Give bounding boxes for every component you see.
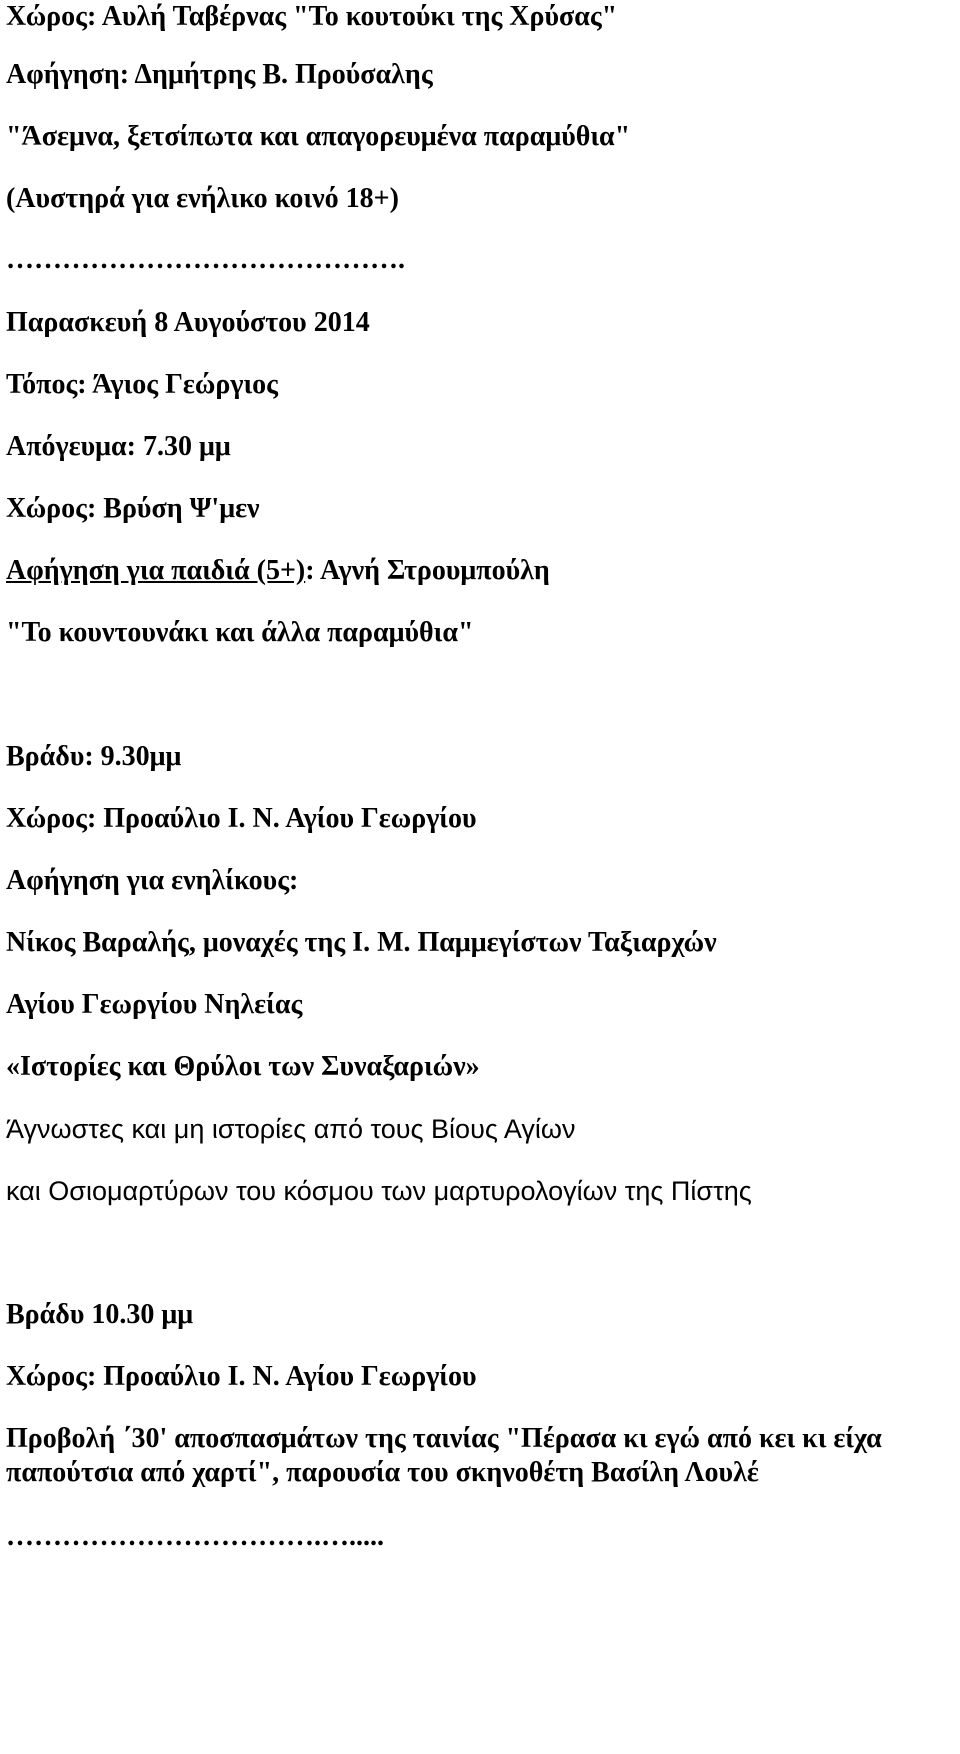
event-date: Παρασκευή 8 Αυγούστου 2014 <box>6 307 370 338</box>
narrators-line: Νίκος Βαραλής, μοναχές της Ι. Μ. Παμμεγίστων Ταξιαρχών <box>6 927 717 958</box>
kids-narration-line <box>6 554 550 588</box>
venue-line: Χώρος: Προαύλιο Ι. Ν. Αγίου Γεωργίου <box>6 1361 477 1392</box>
separator: ……………………………………. <box>6 244 405 275</box>
place-line: Τόπος: Άγιος Γεώργιος <box>6 369 278 400</box>
narrator-line: Αφήγηση: Δημήτρης Β. Προύσαλης <box>6 59 433 90</box>
description-line: Άγνωστες και μη ιστορίες από τους Βίους Αγίων <box>6 1114 576 1144</box>
adult-show-title: «Ιστορίες και Θρύλοι των Συναξαριών» <box>6 1051 480 1082</box>
evening-time: Βράδυ: 9.30μμ <box>6 741 182 772</box>
screening-line: Προβολή ΄30' αποσπασμάτων της ταινίας "Πέρασα κι εγώ από κει κι είχα <box>6 1423 882 1454</box>
afternoon-time: Απόγευμα: 7.30 μμ <box>6 431 231 462</box>
show-title: "Άσεμνα, ξετσίπωτα και απαγορευμένα παραμύθια" <box>6 121 631 152</box>
adult-narration-label: Αφήγηση για ενηλίκους: <box>6 865 299 896</box>
venue-line: Χώρος: Αυλή Ταβέρνας "Το κουτούκι της Χρύσας" <box>6 1 618 32</box>
kids-narrator-name: : Αγνή Στρουμπούλη <box>305 555 550 586</box>
narrators-location: Αγίου Γεωργίου Νηλείας <box>6 989 303 1020</box>
description-line: και Οσιομαρτύρων του κόσμου των μαρτυρολογίων της Πίστης <box>6 1176 752 1206</box>
kids-narration-label: Αφήγηση για παιδιά (5+) <box>6 555 306 586</box>
separator: …………………………….…..... <box>6 1521 384 1552</box>
screening-line-continued: παπούτσια από χαρτί", παρουσία του σκηνοθέτη Βασίλη Λουλέ <box>6 1457 759 1488</box>
kids-show-title: "Το κουντουνάκι και άλλα παραμύθια" <box>6 617 474 648</box>
audience-note: (Αυστηρά για ενήλικο κοινό 18+) <box>6 183 399 214</box>
venue-line: Χώρος: Προαύλιο Ι. Ν. Αγίου Γεωργίου <box>6 803 477 834</box>
venue-line: Χώρος: Βρύση Ψ'μεν <box>6 493 260 524</box>
late-evening-time: Βράδυ 10.30 μμ <box>6 1299 194 1330</box>
